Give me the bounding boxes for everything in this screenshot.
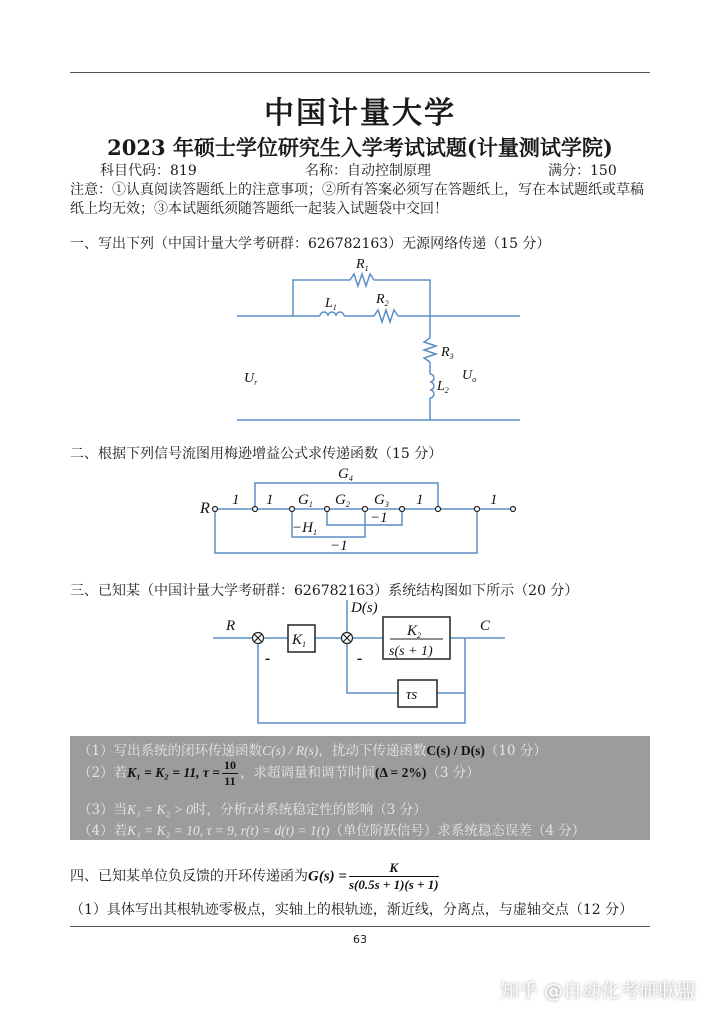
label-uo: $U_o$ [462, 368, 477, 384]
full-score: 满分：150 [548, 163, 617, 179]
subject-code: 科目代码：819 [100, 163, 197, 179]
sfg-g3: $G_3$ [374, 492, 389, 509]
bd-minus-2: - [357, 650, 363, 667]
sfg-gain-1c: 1 [416, 492, 424, 508]
question-3-subitems [70, 736, 650, 840]
notice-line-1: 注意：①认真阅读答题纸上的注意事项；②所有答案必须写在答题纸上，写在本试题纸或草稿 [70, 182, 644, 198]
source-watermark: 知乎 @自动化考研联盟 [499, 980, 696, 1002]
wire [374, 280, 430, 338]
bd-label-c: C [480, 618, 491, 634]
label-r3: $R_3$ [441, 345, 454, 361]
sfg-label-r: R [200, 500, 210, 517]
question-2-heading: 二、根据下列信号流图用梅逊增益公式求传递函数（15 分） [70, 446, 443, 462]
resistor-r2 [374, 310, 398, 322]
q4-lhs: G(s) = [308, 868, 347, 885]
question-4-heading: 四、已知某单位负反馈的开环传递函为G(s) = $\frac{K}{s(0.5s + 1)(s + 1)}$ [70, 860, 439, 892]
question-1-heading: 一、写出下列（中国计量大学考研群：626782163）无源网络传递（15 分） [70, 236, 551, 252]
subject-name: 名称：自动控制原理 [305, 163, 431, 179]
bd-label-d: D(s) [351, 600, 378, 616]
resistor-r3 [424, 338, 436, 362]
sfg-g4: $G_4$ [338, 466, 353, 483]
question-4-item-1: （1）具体写出其根轨迹零极点，实轴上的根轨迹，渐近线，分离点，与虚轴交点（12 分） [70, 902, 634, 918]
q3-item-2: （2）若K₁ = K₂ = 11, τ = $\frac{10}{11}$ ，求超调量和调节时间(Δ = 2%)（3 分） [78, 758, 480, 788]
signal-flow-graph [215, 483, 513, 553]
wire [293, 280, 350, 316]
sfg-g2: $G_2$ [335, 492, 350, 509]
sfg-gain-1b: 1 [266, 492, 274, 508]
question-3-heading: 三、已知某（中国计量大学考研群：626782163）系统结构图如下所示（20 分） [70, 583, 579, 599]
q3-item-1: （1）写出系统的闭环传递函数C(s) / R(s)，扰动下传递函数C(s) / D(s)（10 分） [78, 743, 547, 759]
q3-item-3: （3）当K₁ = K₂ > 0时，分析τ对系统稳定性的影响（3 分） [78, 802, 427, 818]
label-r2: $R_2$ [376, 292, 389, 308]
bottom-rule [70, 926, 650, 927]
q4-transfer-function: $\frac{K}{s(0.5s + 1)(s + 1)}$ [348, 860, 439, 892]
label-r1: $R_1$ [356, 257, 369, 273]
page-number: 63 [353, 933, 367, 946]
label-ur: $U_r$ [244, 371, 258, 387]
q3-item-4: （4）若K₁ = K₂ = 10, τ = 9, r(t) = d(t) = 1(t)（单位阶跃信号）求系统稳态误差（4 分） [78, 823, 586, 839]
bd-minus-1: - [265, 650, 271, 667]
inductor-l2 [430, 374, 434, 398]
sfg-gain-1d: 1 [490, 492, 498, 508]
bd-k1: $K_1$ [292, 632, 307, 649]
resistor-r1 [350, 274, 374, 286]
bd-k2: $K_2$ [407, 623, 422, 640]
sfg-h1: $-H_1$ [292, 520, 317, 537]
sfg-inner-feedback: −1 [370, 510, 388, 526]
block-tau-s [398, 680, 437, 707]
bd-plant-den: s(s + 1) [389, 644, 433, 659]
exam-subtitle: 2023 年硕士学位研究生入学考试试题(计量测试学院) [107, 135, 613, 160]
label-l2: $L_2$ [437, 379, 449, 395]
bd-tau-s: τs [406, 687, 418, 703]
inductor-l1 [320, 312, 344, 316]
label-l1: $L_1$ [325, 296, 337, 312]
notice-line-2: 纸上均无效；③本试题纸须随答题纸一起装入试题袋中交回！ [70, 201, 448, 217]
sfg-gain-1a: 1 [232, 492, 240, 508]
sfg-outer-feedback: −1 [330, 538, 348, 554]
bd-label-r: R [226, 618, 236, 634]
page-title: 中国计量大学 [264, 96, 456, 131]
sfg-g1: $G_1$ [298, 492, 313, 509]
